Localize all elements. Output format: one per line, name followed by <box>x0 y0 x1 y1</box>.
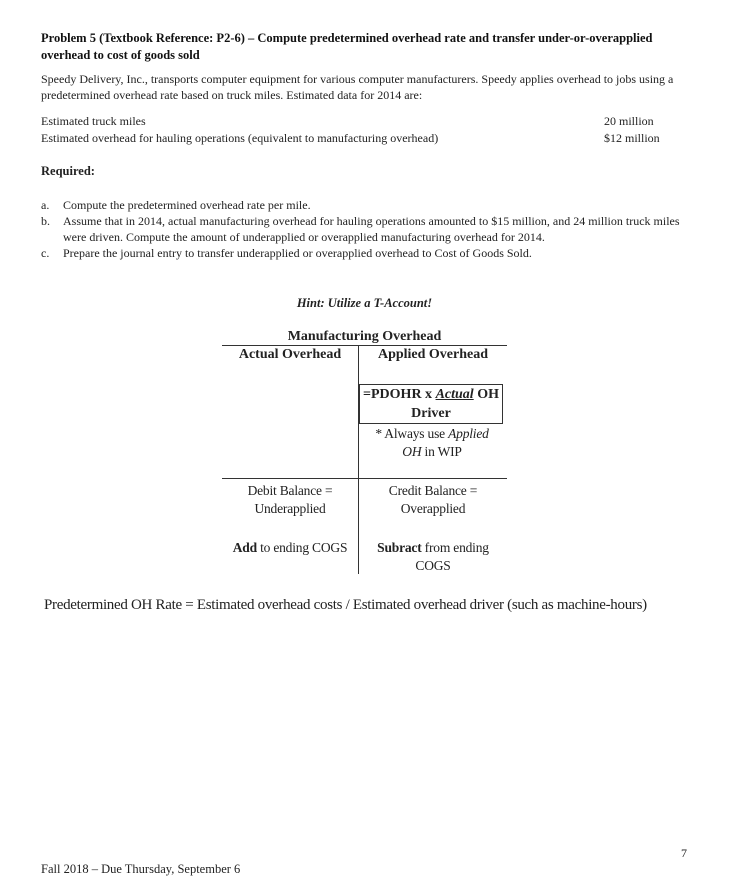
required-heading: Required: <box>41 164 95 178</box>
t-account-balance-line <box>222 478 507 479</box>
requirement-item <box>41 213 691 245</box>
applied-formula-box <box>359 384 503 424</box>
page-number: 7 <box>681 846 687 860</box>
predetermined-rate-formula: Predetermined OH Rate = Estimated overhead costs / Estimated overhead driver (such as machine-hours) <box>44 597 647 613</box>
requirement-letter: c. <box>41 246 50 260</box>
requirement-text: Assume that in 2014, actual manufacturing overhead for hauling operations amounted to $15 million, and 24 million truck miles were driven. Compute the amount of underapplied or overapplied manufacturing overhead for 2014. <box>63 214 680 244</box>
requirement-letter: a. <box>41 198 50 212</box>
estimate-label: Estimated overhead for hauling operations (equivalent to manufacturing overhead) <box>41 131 439 145</box>
hint-text: Hint: Utilize a T-Account! <box>296 296 433 310</box>
formula-line-1: =PDOHR x Actual OH <box>363 387 499 402</box>
add-cogs-cell: Add to ending COGS <box>232 540 348 555</box>
debit-balance-cell: Debit Balance = Underapplied <box>247 483 333 516</box>
applied-note: * Always use Applied OH in WIP <box>375 426 489 459</box>
footer-text: Fall 2018 – Due Thursday, September 6 <box>41 862 241 876</box>
subtract-cogs-cell: Subract from ending COGS <box>377 540 489 573</box>
applied-overhead-header: Applied Overhead <box>377 347 489 362</box>
requirement-letter: b. <box>41 214 50 228</box>
estimate-value: 20 million <box>604 114 654 128</box>
formula-line-2: Driver <box>411 406 451 421</box>
actual-overhead-header: Actual Overhead <box>238 347 342 362</box>
estimate-label: Estimated truck miles <box>41 114 146 128</box>
requirement-item <box>41 245 691 261</box>
requirement-text: Prepare the journal entry to transfer underapplied or overapplied overhead to Cost of Goods Sold. <box>63 246 532 260</box>
problem-title: Problem 5 (Textbook Reference: P2-6) – Compute predetermined overhead rate and transfer under-or-overapplied overhead to cost of goods sold <box>41 31 653 62</box>
credit-balance-cell: Credit Balance = Overapplied <box>388 483 478 516</box>
requirement-text: Compute the predetermined overhead rate per mile. <box>63 198 311 212</box>
estimate-row <box>41 114 671 130</box>
estimate-value: $12 million <box>604 131 660 145</box>
t-account-top-line <box>222 345 507 346</box>
requirement-item <box>41 197 691 213</box>
t-account-title: Manufacturing Overhead <box>287 329 442 344</box>
problem-intro: Speedy Delivery, Inc., transports computer equipment for various computer manufacturers. Speedy applies overhead to jobs using a predetermined overhead rate based on truck miles. Estimated data for 2014 are: <box>41 72 674 102</box>
estimate-row <box>41 131 671 147</box>
